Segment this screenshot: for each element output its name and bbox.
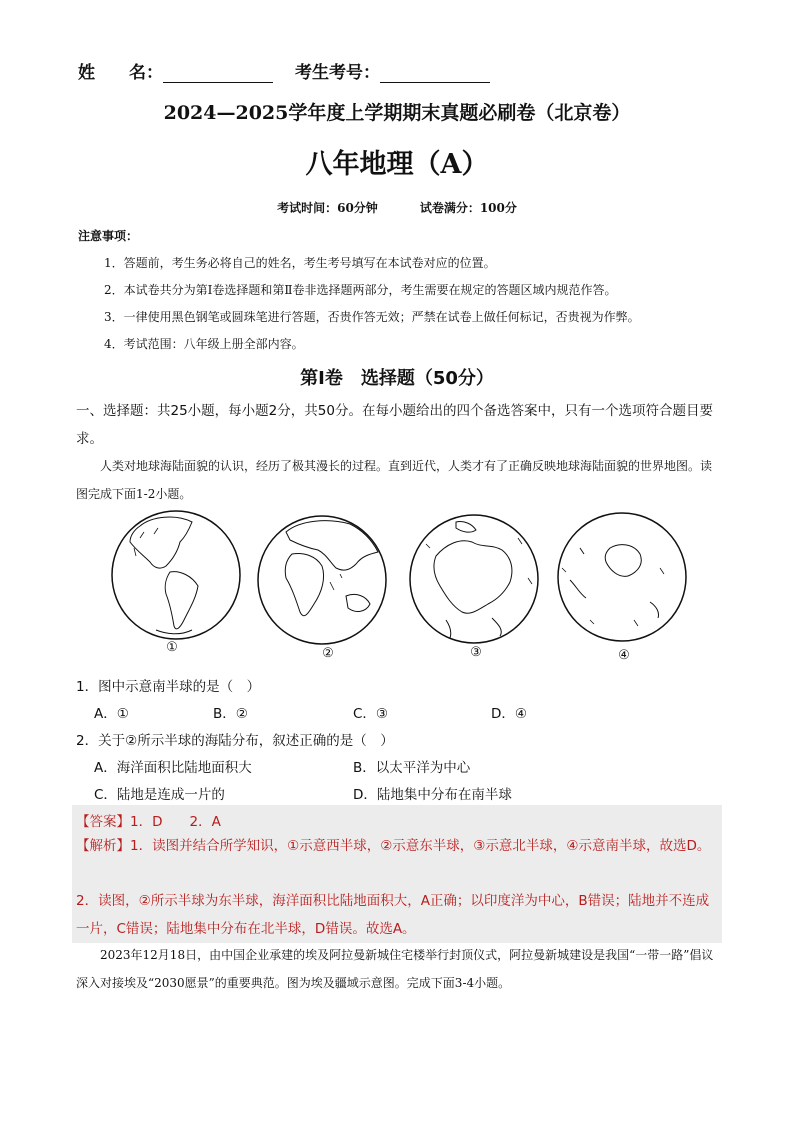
section-instruction: 一、选择题：共25小题，每小题2分，共50分。在每小题给出的四个备选答案中，只有一个选项符合题目要求。	[76, 403, 713, 447]
q1-option-d[interactable]: D．④	[491, 706, 527, 722]
notes-heading: 注意事项：	[78, 229, 139, 243]
q2-option-b[interactable]: B．以太平洋为中心	[353, 760, 471, 776]
question-1-stem: 1．图中示意南半球的是（ ）	[76, 679, 261, 695]
exam-time: 考试时间：60分钟	[277, 201, 378, 215]
note-item: 2．本试卷共分为第Ⅰ卷选择题和第Ⅱ卷非选择题两部分，考生需要在规定的答题区域内规范作答。	[104, 283, 617, 297]
answer-line: 【答案】1．D 2．A	[76, 814, 221, 830]
globe-label: ③	[470, 645, 482, 660]
northern-hemisphere-globe-icon	[410, 515, 538, 643]
globe-label: ②	[322, 646, 334, 661]
exam-score: 试卷满分：100分	[419, 201, 517, 215]
exam-title: 2024—2025学年度上学期期末真题必刷卷（北京卷）	[163, 102, 631, 124]
note-item: 4．考试范围：八年级上册全部内容。	[104, 337, 304, 351]
q1-option-c[interactable]: C．③	[353, 706, 389, 722]
q1-option-a[interactable]: A．①	[94, 706, 129, 722]
note-item: 3．一律使用黑色钢笔或圆珠笔进行答题，否贵作答无效；严禁在试卷上做任何标记，否贵视为作弊。	[104, 310, 640, 324]
student-info-line	[78, 58, 512, 83]
id-label: 考生考号：	[295, 63, 380, 83]
q2-option-d[interactable]: D．陆地集中分布在南半球	[353, 787, 512, 803]
analysis-2: 2．读图，②所示半球为东半球，海洋面积比陆地面积大，A正确；以印度洋为中心，B错误；陆地并不连成一片，C错误；陆地集中分布在北半球，D错误。故选A。	[76, 893, 710, 937]
eastern-hemisphere-globe-icon	[258, 516, 386, 644]
name-field[interactable]	[163, 64, 273, 83]
western-hemisphere-globe-icon	[112, 511, 240, 639]
note-item: 1．答题前，考生务必将自己的姓名，考生考号填写在本试卷对应的位置。	[104, 256, 496, 270]
next-question-intro: 2023年12月18日，由中国企业承建的埃及阿拉曼新城住宅楼举行封顶仪式，阿拉曼新城建设是我国“一带一路”倡议深入对接埃及“2030愿景”的重要典范。图为埃及疆域示意图。完成下面3-4小题。	[76, 948, 714, 990]
section-title: 第Ⅰ卷 选择题（50分）	[300, 368, 494, 389]
q2-option-c[interactable]: C．陆地是连成一片的	[94, 787, 225, 803]
globe-label: ①	[166, 640, 178, 655]
question-intro: 人类对地球海陆面貌的认识，经历了极其漫长的过程。直到近代，人类才有了正确反映地球海陆面貌的世界地图。读图完成下面1-2小题。	[76, 459, 713, 501]
name-label: 姓 名：	[78, 63, 163, 83]
exam-info	[0, 199, 794, 216]
hemisphere-figure	[100, 508, 700, 668]
analysis-1: 【解析】1．读图并结合所学知识，①示意西半球，②示意东半球，③示意北半球，④示意南半球，故选D。	[76, 838, 711, 854]
globe-label: ④	[618, 648, 630, 663]
q2-option-a[interactable]: A．海洋面积比陆地面积大	[94, 760, 252, 776]
southern-hemisphere-globe-icon	[558, 513, 686, 641]
subject-title: 八年地理（A）	[305, 149, 489, 180]
id-field[interactable]	[380, 64, 490, 83]
question-2-stem: 2．关于②所示半球的海陆分布，叙述正确的是（ ）	[76, 733, 394, 749]
q1-option-b[interactable]: B．②	[213, 706, 248, 722]
